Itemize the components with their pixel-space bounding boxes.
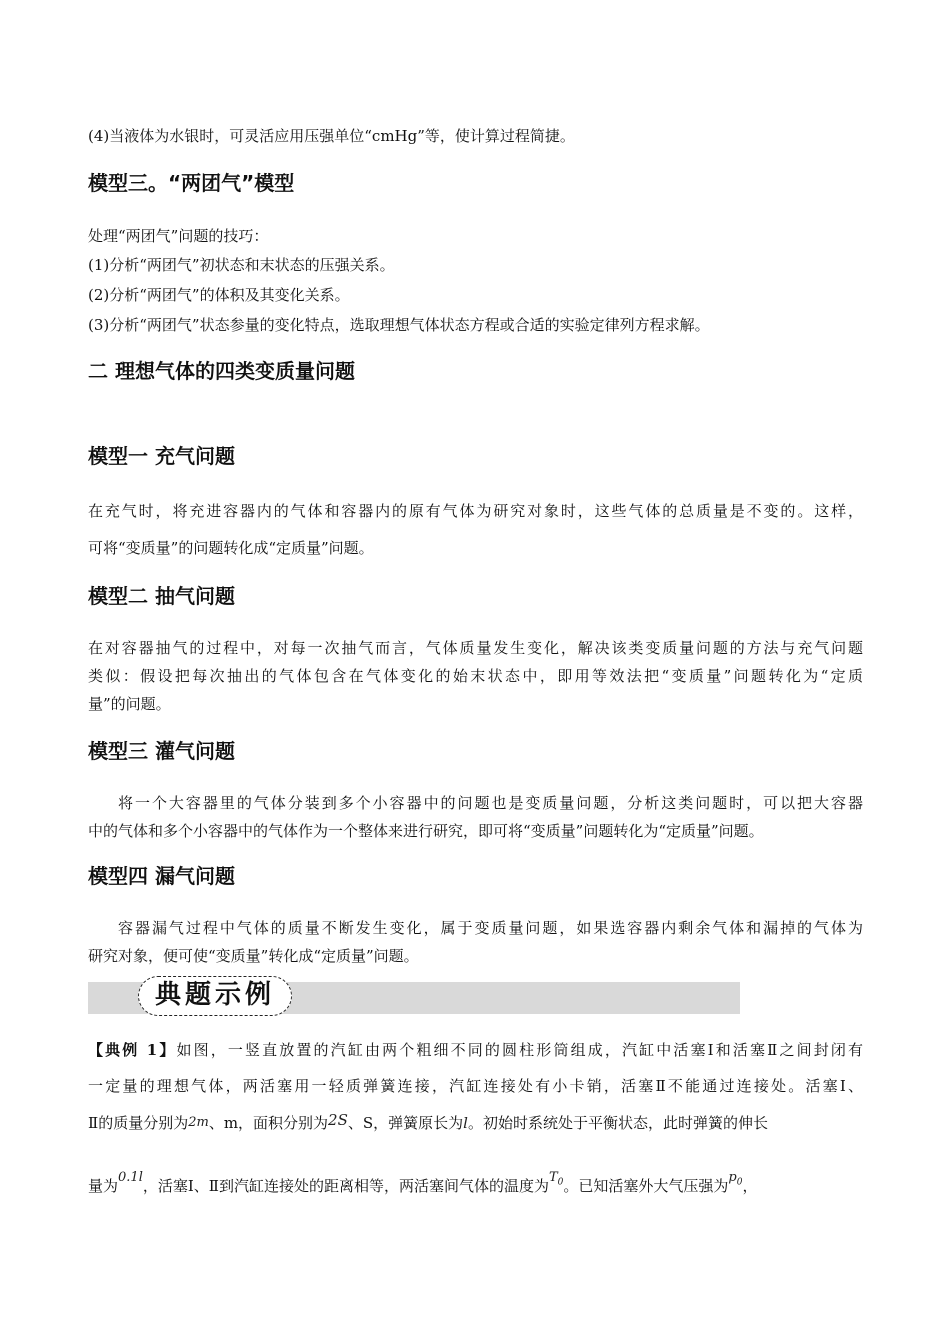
formula-l: l — [463, 1114, 468, 1132]
example1-line3-a: Ⅱ的质量分别为 — [88, 1114, 189, 1132]
heading-section-2: 二 理想气体的四类变质量问题 — [88, 359, 355, 383]
example1-line4-c: 。已知活塞外大气压强为 — [563, 1177, 729, 1195]
formula-0-1l: 0.1l — [118, 1170, 143, 1185]
model3-line-1: 将一个大容器里的气体分装到多个小容器中的问题也是变质量问题，分析这类问题时，可以把大容器 — [118, 794, 863, 812]
model3-line-2: 中的气体和多个小容器中的气体作为一个整体来进行研究，即可将“变质量”问题转化为“定质量”问题。 — [88, 822, 764, 840]
example1-line4-a: 量为 — [88, 1177, 119, 1195]
example-banner-label: 典题示例 — [154, 980, 275, 1010]
heading-model4: 模型四 漏气问题 — [88, 864, 235, 888]
formula-t0-subscript: 0 — [557, 1177, 564, 1188]
example1-line-2: 一定量的理想气体，两活塞用一轻质弹簧连接，汽缸连接处有小卡销，活塞Ⅱ不能通过连接处。活塞Ⅰ、 — [88, 1077, 863, 1095]
formula-2s: 2S — [328, 1111, 348, 1129]
heading-model1: 模型一 充气问题 — [88, 444, 235, 468]
model2-line-2: 类似：假设把每次抽出的气体包含在气体变化的始末状态中，即用等效法把“变质量”问题转化为“定质 — [88, 667, 863, 685]
formula-2m: 2m — [188, 1115, 209, 1130]
example1-line4-d: ， — [742, 1177, 758, 1195]
two-gas-item-2: (2)分析“两团气”的体积及其变化关系。 — [88, 286, 350, 304]
example1-line4-b: ，活塞Ⅰ、Ⅱ到汽缸连接处的距离相等，两活塞间气体的温度为 — [142, 1177, 549, 1195]
two-gas-intro: 处理“两团气”问题的技巧： — [88, 227, 269, 245]
example1-line1-text: 如图，一竖直放置的汽缸由两个粗细不同的圆柱形筒组成，汽缸中活塞Ⅰ和活塞Ⅱ之间封闭有 — [176, 1041, 863, 1059]
paragraph-item-4: (4)当液体为水银时，可灵活应用压强单位“cmHg”等，使计算过程简捷。 — [88, 127, 575, 145]
formula-t0-symbol: T — [548, 1170, 558, 1185]
example1-line3-b: 、m，面积分别为 — [208, 1114, 329, 1132]
example1-line3-c: 、S，弹簧原长为 — [347, 1114, 464, 1132]
formula-p0-symbol: p — [728, 1170, 737, 1185]
two-gas-item-1: (1)分析“两团气”初状态和末状态的压强关系。 — [88, 256, 395, 274]
example-banner-label-box — [138, 976, 292, 1016]
example1-line-4 — [88, 1170, 863, 1203]
example-banner — [88, 982, 740, 1014]
model2-line-1: 在对容器抽气的过程中，对每一次抽气而言，气体质量发生变化，解决该类变质量问题的方法与充气问题 — [88, 639, 863, 657]
heading-model3-two-gas: 模型三。“两团气”模型 — [88, 171, 295, 195]
example1-line-3 — [88, 1113, 863, 1135]
example1-line3-d: 。初始时系统处于平衡状态，此时弹簧的伸长 — [467, 1114, 768, 1132]
example1-line-1 — [88, 1040, 863, 1060]
model1-line-1: 在充气时，将充进容器内的气体和容器内的原有气体为研究对象时，这些气体的总质量是不变的。这样， — [88, 502, 863, 520]
formula-p0-subscript: 0 — [736, 1177, 743, 1188]
heading-model2: 模型二 抽气问题 — [88, 584, 235, 608]
model4-line-1: 容器漏气过程中气体的质量不断发生变化，属于变质量问题，如果选容器内剩余气体和漏掉的气体为 — [118, 919, 863, 937]
formula-t0 — [548, 1170, 564, 1188]
example1-tag: 【典例 1】 — [88, 1041, 177, 1059]
model2-line-3: 量”的问题。 — [88, 695, 171, 713]
formula-p0 — [728, 1170, 743, 1188]
two-gas-item-3: (3)分析“两团气”状态参量的变化特点，选取理想气体状态方程或合适的实验定律列方程求解。 — [88, 316, 710, 334]
model4-line-2: 研究对象，便可使“变质量”转化成“定质量”问题。 — [88, 947, 419, 965]
heading-model3: 模型三 灌气问题 — [88, 739, 235, 763]
model1-line-2: 可将“变质量”的问题转化成“定质量”问题。 — [88, 539, 374, 557]
